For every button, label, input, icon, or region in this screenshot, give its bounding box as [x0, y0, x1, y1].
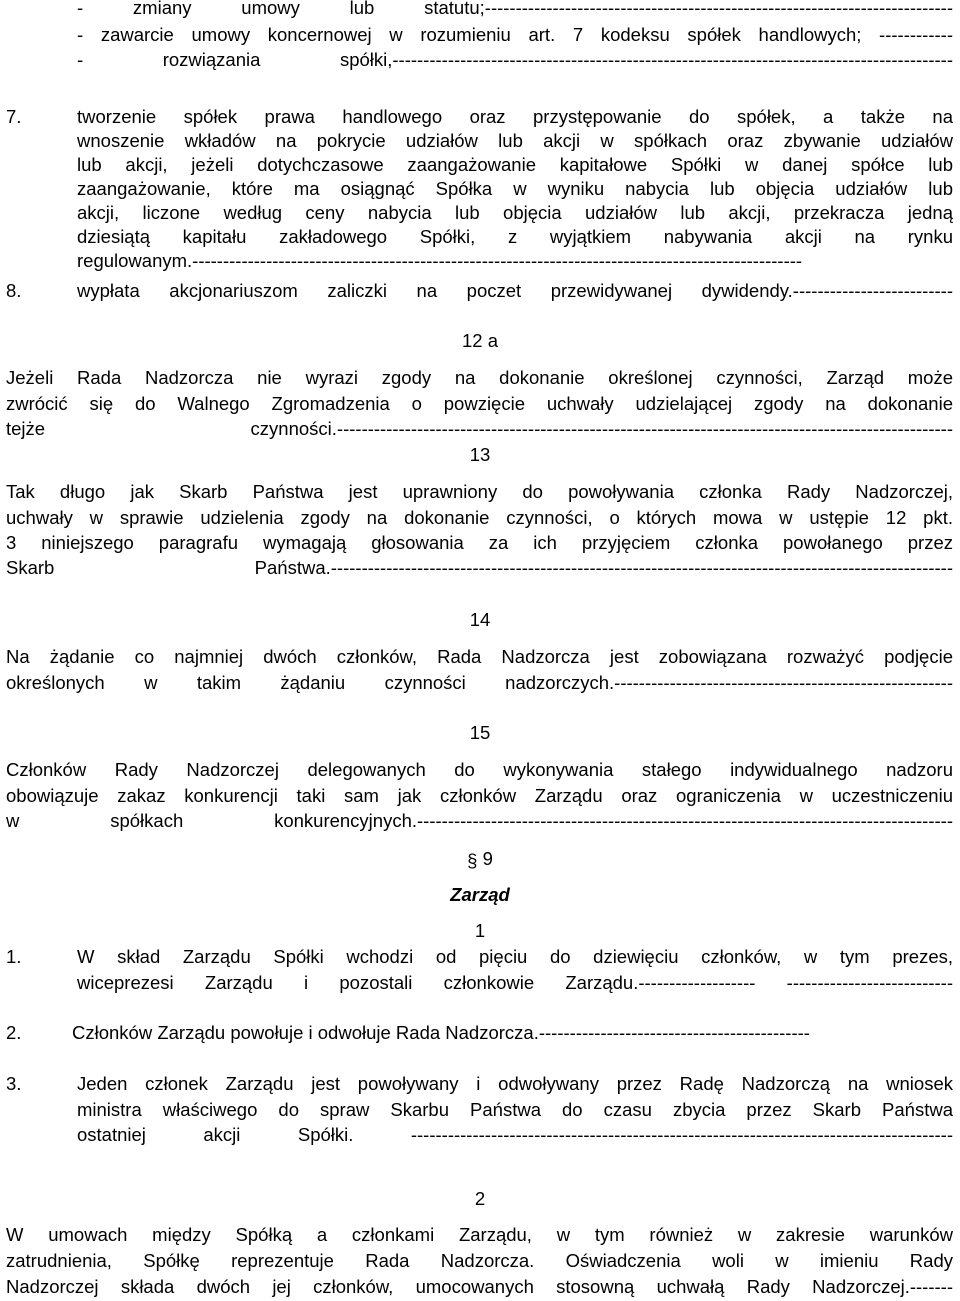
section-14-heading: 14 — [469, 609, 491, 630]
section-13-line-4: Skarb Państwa.----------------------------------------------------------------------------------------------------- — [6, 557, 953, 578]
point-7-line-3: lub akcji, jeżeli dotychczasowe zaangażowanie kapitałowe Spółki w danej spółce lub — [77, 154, 953, 175]
section-13-line-2: uchwały w sprawie udzielenia zgody na dokonanie czynności, o których mowa w ustępie 12 pkt. — [6, 507, 953, 528]
item-1-line-2: wiceprezesi Zarządu i pozostali członkowie Zarządu.------------------- --------------------------- — [77, 972, 953, 993]
sub-2-line-2: zatrudnienia, Spółkę reprezentuje Rada Nadzorcza. Oświadczenia woli w imieniu Rady — [6, 1250, 953, 1271]
dash-item-concern-agreement: - zawarcie umowy koncernowej w rozumieniu art. 7 kodeksu spółek handlowych; ------------ — [77, 24, 953, 45]
point-7-number: 7. — [6, 106, 22, 127]
section-14-line-1: Na żądanie co najmniej dwóch członków, Rada Nadzorcza jest zobowiązana rozważyć podjęcie — [6, 646, 953, 667]
point-7-line-1: tworzenie spółek prawa handlowego oraz przystępowanie do spółek, a także na — [77, 106, 953, 127]
item-3-line-3: ostatniej akcji Spółki. ---------------------------------------------------------------------------------------- — [77, 1124, 953, 1145]
section-12a-heading: 12 a — [461, 330, 498, 351]
point-8-number: 8. — [6, 280, 22, 301]
paragraph-9-sub-1: 1 — [474, 920, 486, 941]
item-2-line-1: Członków Zarządu powołuje i odwołuje Rada Nadzorcza.-------------------------------------------- — [72, 1022, 810, 1043]
point-7-line-7: regulowanym.--------------------------------------------------------------------------------------------------- — [77, 250, 803, 271]
section-15-line-1: Członków Rady Nadzorczej delegowanych do wykonywania stałego indywidualnego nadzoru — [6, 759, 953, 780]
section-15-line-3: w spółkach konkurencyjnych.--------------------------------------------------------------------------------------- — [6, 810, 953, 831]
paragraph-9-sub-2: 2 — [474, 1188, 486, 1209]
point-7-line-5: akcji, liczone według ceny nabycia lub objęcia udziałów lub akcji, przekracza jedną — [77, 202, 953, 223]
section-12a-line-2: zwrócić się do Walnego Zgromadzenia o powzięcie uchwały udzielającej zgody na dokonanie — [6, 393, 953, 414]
dash-item-statute: - zmiany umowy lub statutu;---------------------------------------------------------------------------- — [77, 0, 953, 18]
sub-2-line-3: Nadzorczej składa dwóch jej członków, umocowanych stosowną uchwałą Rady Nadzorczej.------- — [6, 1276, 953, 1297]
point-8-text: wypłata akcjonariuszom zaliczki na poczet przewidywanej dywidendy.-------------------------- — [77, 280, 953, 301]
section-13-line-3: 3 niniejszego paragrafu wymagają głosowania za ich przyjęciem członka powołanego przez — [6, 532, 953, 553]
section-sign-icon: § — [467, 850, 478, 871]
item-1-number: 1. — [6, 946, 22, 967]
item-3-line-1: Jeden członek Zarządu jest powoływany i odwoływany przez Radę Nadzorczą na wniosek — [77, 1073, 953, 1094]
section-13-line-1: Tak długo jak Skarb Państwa jest uprawniony do powoływania członka Rady Nadzorczej, — [6, 481, 953, 502]
point-7-line-2: wnoszenie wkładów na pokrycie udziałów lub akcji w spółkach oraz zbywanie udziałów — [77, 130, 953, 151]
paragraph-9-heading — [0, 848, 960, 870]
sub-2-line-1: W umowach między Spółką a członkami Zarządu, w tym również w zakresie warunków — [6, 1224, 953, 1245]
section-12a-line-3: tejże czynności.---------------------------------------------------------------------------------------------------- — [6, 418, 953, 439]
point-7-line-6: dziesiątą kapitału zakładowego Spółki, z wyjątkiem nabywania akcji na rynku — [77, 226, 953, 247]
item-3-line-2: ministra właściwego do spraw Skarbu Państwa do czasu zbycia przez Skarb Państwa — [77, 1099, 953, 1120]
point-7-line-4: zaangażowanie, które ma osiągnąć Spółka w wyniku nabycia lub objęcia udziałów lub — [77, 178, 953, 199]
section-15-heading: 15 — [469, 722, 491, 743]
paragraph-9-title: Zarząd — [450, 884, 510, 905]
item-2-number: 2. — [6, 1022, 22, 1043]
section-15-line-2: obowiązuje zakaz konkurencji taki sam jak członków Zarządu oraz ograniczenia w uczestniczeniu — [6, 785, 953, 806]
section-13-heading: 13 — [469, 444, 491, 465]
section-12a-line-1: Jeżeli Rada Nadzorcza nie wyrazi zgody na dokonanie określonej czynności, Zarząd może — [6, 367, 953, 388]
item-1-line-1: W skład Zarządu Spółki wchodzi od pięciu do dziewięciu członków, w tym prezes, — [77, 946, 953, 967]
item-3-number: 3. — [6, 1073, 22, 1094]
dash-item-dissolution: - rozwiązania spółki,------------------------------------------------------------------------------------------- — [77, 49, 953, 70]
paragraph-9-number: 9 — [482, 848, 493, 869]
section-14-line-2: określonych w takim żądaniu czynności nadzorczych.------------------------------------------------------- — [6, 672, 953, 693]
